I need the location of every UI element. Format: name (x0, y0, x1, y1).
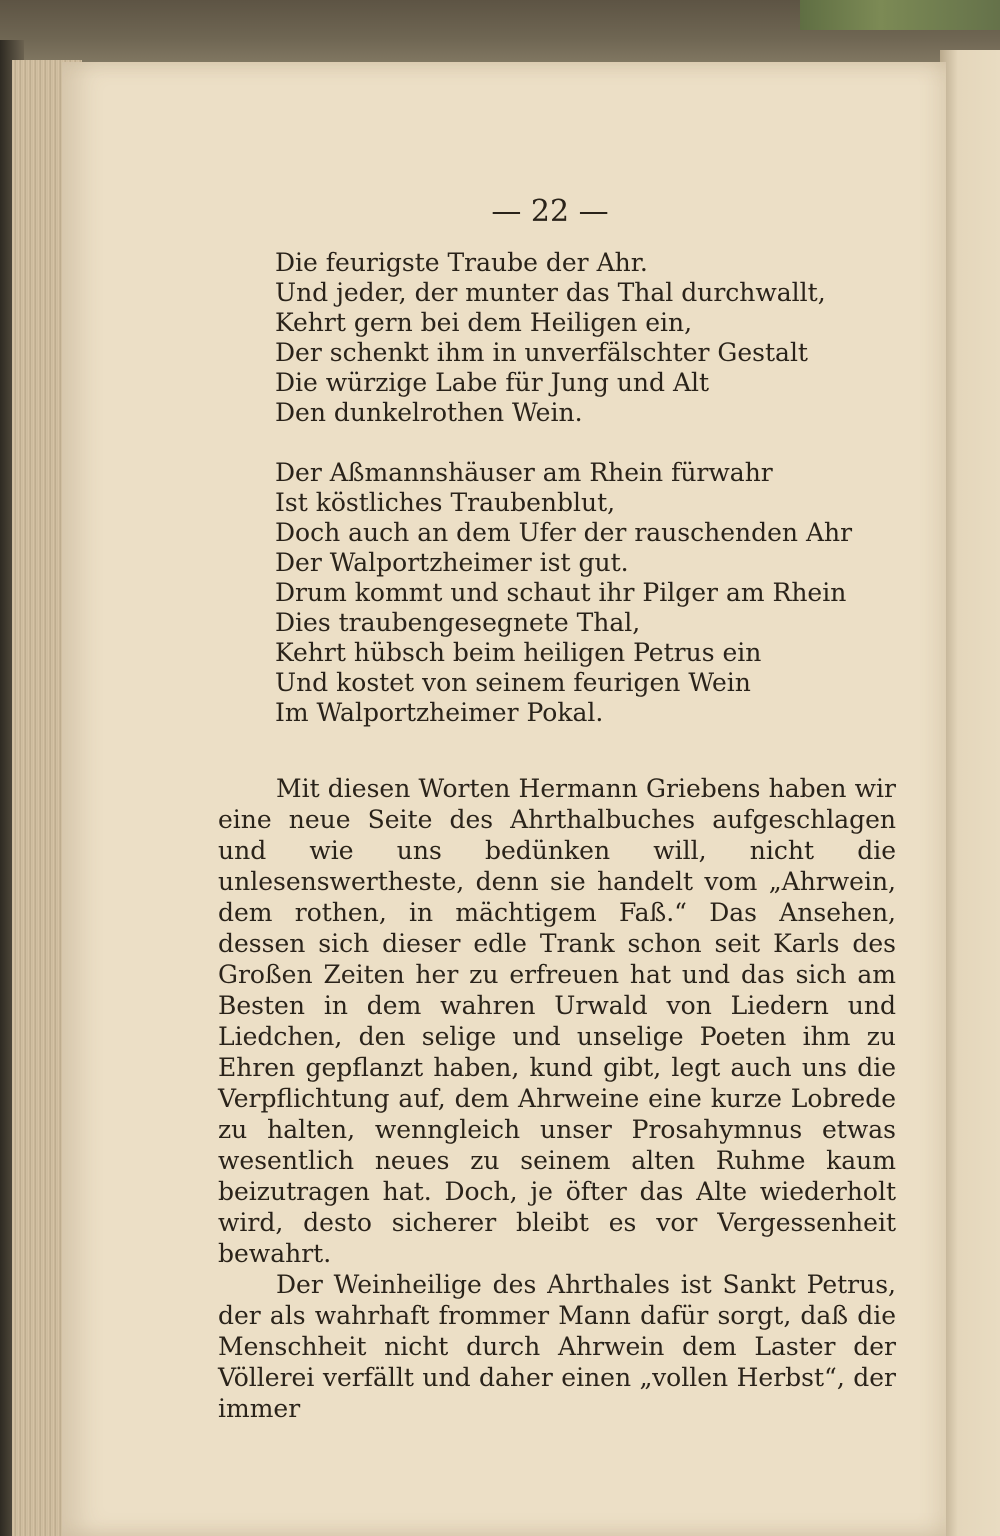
poem-line: Der Aßmannshäuser am Rhein fürwahr (275, 458, 773, 487)
poem-line: Kehrt hübsch beim heiligen Petrus ein (275, 638, 762, 667)
page-number: — 22 — (491, 194, 609, 229)
poem-line: Und kostet von seinem feurigen Wein (275, 668, 751, 697)
facing-page-edge (940, 50, 1000, 1536)
poem-line: Die feurigste Traube der Ahr. (275, 248, 648, 277)
poem-line: Und jeder, der munter das Thal durchwallt, (275, 278, 826, 307)
poem-line: Der schenkt ihm in unverfälschter Gestalt (275, 338, 808, 367)
poem (275, 248, 915, 728)
paragraph: Der Weinheilige des Ahrthales ist Sankt Petrus, der als wahrhaft frommer Mann dafür sorgt, daß die Menschheit nicht durch Ahrwein dem Laster der Völlerei verfällt und daher einen „vollen Herbst“, der immer (218, 1270, 896, 1423)
book-cover-edge (800, 0, 1000, 30)
poem-line: Im Walportzheimer Pokal. (275, 698, 604, 727)
poem-line: Dies traubengesegnete Thal, (275, 608, 641, 637)
poem-line: Den dunkelrothen Wein. (275, 398, 583, 427)
poem-line: Die würzige Labe für Jung und Alt (275, 368, 710, 397)
poem-line: Ist köstliches Traubenblut, (275, 488, 616, 517)
poem-line: Doch auch an dem Ufer der rauschenden Ahr (275, 518, 853, 547)
poem-line: Der Walportzheimer ist gut. (275, 548, 629, 577)
stanza-break (275, 428, 915, 458)
prose-body (218, 773, 896, 1424)
paragraph: Mit diesen Worten Hermann Griebens haben wir eine neue Seite des Ahrthalbuches aufgeschlagen und wie uns bedünken will, nicht die unlesenswertheste, denn sie handelt vom „Ahrwein, dem rothen, in mächtigem Faß.“ Das Ansehen, dessen sich dieser edle Trank schon seit Karls des Großen Zeiten her zu erfreuen hat und das sich am Besten in dem wahren Urwald von Liedern und Liedchen, den selige und unselige Poeten ihm zu Ehren gepflanzt haben, kund gibt, legt auch uns die Verpflichtung auf, dem Ahrweine eine kurze Lobrede zu halten, wenngleich unser Prosahymnus etwas wesentlich neues zu seinem alten Ruhme kaum beizutragen hat. Doch, je öfter das Alte wiederholt wird, desto sicherer bleibt es vor Vergessenheit bewahrt. (218, 774, 896, 1268)
poem-line: Drum kommt und schaut ihr Pilger am Rhein (275, 578, 847, 607)
poem-line: Kehrt gern bei dem Heiligen ein, (275, 308, 693, 337)
